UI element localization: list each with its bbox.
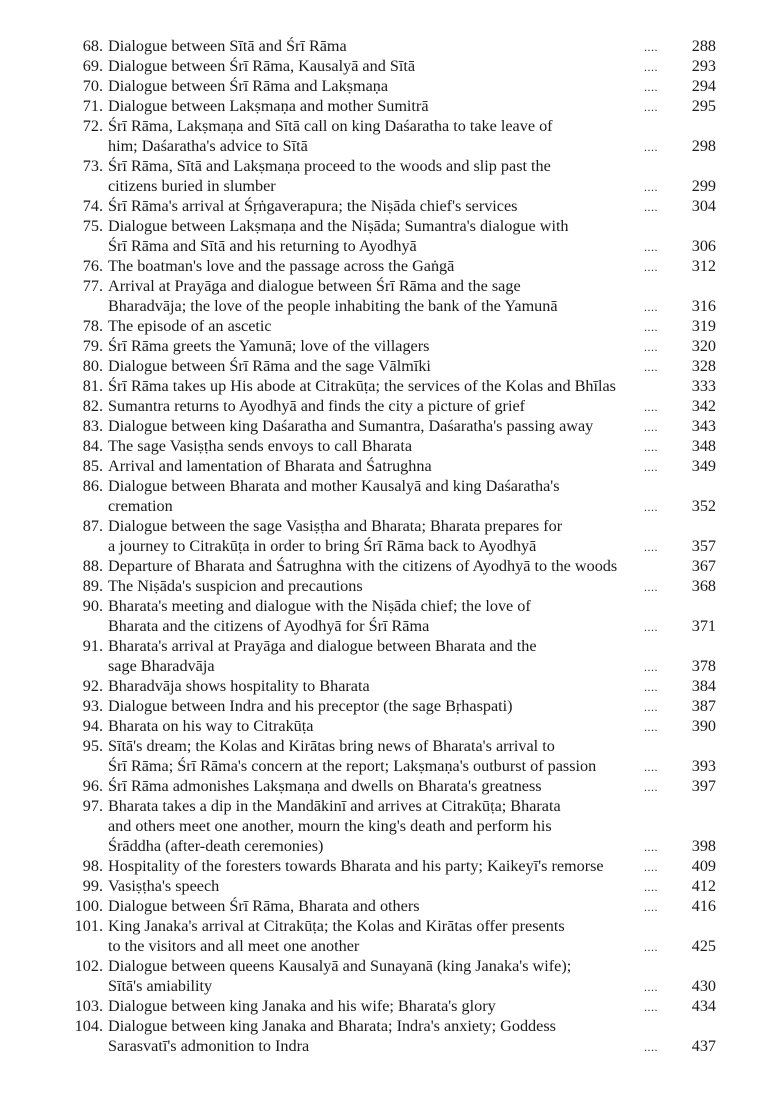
toc-entry: [66, 596, 716, 636]
page-number: 367: [691, 557, 716, 575]
toc-entry: [66, 416, 716, 436]
toc-entry: [66, 316, 716, 336]
toc-entry-line: [66, 656, 716, 676]
page-number: 434: [691, 997, 716, 1015]
dot-leader: ....: [644, 400, 658, 414]
toc-entry-line: [66, 596, 716, 616]
toc-entry-line: [66, 276, 716, 296]
toc-entry-line: [66, 296, 716, 316]
toc-entry-line: [66, 776, 716, 796]
toc-entry: [66, 96, 716, 116]
toc-entry-line: [66, 836, 716, 856]
dot-leader: ....: [644, 260, 658, 274]
entry-number: 103.: [74, 997, 103, 1015]
page-number: 409: [691, 857, 716, 875]
toc-entry-line: [66, 76, 716, 96]
entry-title: Dialogue between Śrī Rāma and the sage Vālmīki: [108, 357, 431, 375]
toc-entry-line: [66, 136, 716, 156]
entry-title: Bharata and the citizens of Ayodhyā for Śrī Rāma: [108, 617, 430, 635]
page-number: 398: [691, 837, 716, 855]
toc-entry-line: [66, 1016, 716, 1036]
entry-title: cremation: [108, 497, 173, 515]
toc-entry-line: [66, 856, 716, 876]
entry-title: citizens buried in slumber: [108, 177, 276, 195]
toc-entry-line: [66, 196, 716, 216]
toc-entry-line: [66, 236, 716, 256]
dot-leader: ....: [644, 60, 658, 74]
entry-number: 96.: [82, 777, 103, 795]
toc-entry-line: [66, 636, 716, 656]
dot-leader: ....: [644, 680, 658, 694]
toc-entry: [66, 36, 716, 56]
page-number: 384: [691, 677, 716, 695]
toc-entry: [66, 116, 716, 156]
toc-entry-line: [66, 416, 716, 436]
toc-entry-line: [66, 936, 716, 956]
dot-leader: ....: [644, 1040, 658, 1054]
entry-number: 77.: [82, 277, 103, 295]
dot-leader: ....: [644, 980, 658, 994]
toc-entry-line: [66, 976, 716, 996]
toc-entry-line: [66, 216, 716, 236]
entry-number: 73.: [82, 157, 103, 175]
entry-number: 92.: [82, 677, 103, 695]
entry-title: Bharadvāja; the love of the people inhabiting the bank of the Yamunā: [108, 297, 558, 315]
dot-leader: ....: [644, 660, 658, 674]
page-number: 316: [691, 297, 716, 315]
toc-entry: [66, 76, 716, 96]
entry-title: Hospitality of the foresters towards Bharata and his party; Kaikeyī's remorse: [108, 857, 604, 875]
entry-title: Śrī Rāma, Lakṣmaṇa and Sītā call on king Daśaratha to take leave of: [108, 117, 553, 135]
page-number: 393: [691, 757, 716, 775]
page-number: 328: [691, 357, 716, 375]
toc-entry: [66, 576, 716, 596]
entry-number: 95.: [82, 737, 103, 755]
toc-entry: [66, 436, 716, 456]
dot-leader: ....: [644, 40, 658, 54]
toc-entry: [66, 196, 716, 216]
entry-title: Arrival at Prayāga and dialogue between Śrī Rāma and the sage: [108, 277, 521, 295]
entry-title: Dialogue between king Janaka and his wife; Bharata's glory: [108, 997, 496, 1015]
toc-entry-line: [66, 436, 716, 456]
entry-title: Dialogue between Indra and his preceptor (the sage Bṛhaspati): [108, 697, 513, 715]
toc-entry-line: [66, 56, 716, 76]
entry-number: 89.: [82, 577, 103, 595]
toc-entry: [66, 156, 716, 196]
entry-number: 69.: [82, 57, 103, 75]
entry-title: Dialogue between queens Kausalyā and Sunayanā (king Janaka's wife);: [108, 957, 572, 975]
entry-title: Bharata takes a dip in the Mandākinī and arrives at Citrakūṭa; Bharata: [108, 797, 561, 815]
entry-number: 88.: [82, 557, 103, 575]
dot-leader: ....: [644, 700, 658, 714]
toc-entry-line: [66, 816, 716, 836]
page-number: 349: [691, 457, 716, 475]
page-number: 312: [691, 257, 716, 275]
dot-leader: ....: [644, 940, 658, 954]
toc-entry-line: [66, 496, 716, 516]
entry-number: 84.: [82, 437, 103, 455]
entry-number: 90.: [82, 597, 103, 615]
page-number: 352: [691, 497, 716, 515]
entry-title: and others meet one another, mourn the king's death and perform his: [108, 817, 552, 835]
dot-leader: ....: [644, 840, 658, 854]
page-number: 371: [691, 617, 716, 635]
entry-title: Bharata on his way to Citrakūṭa: [108, 717, 314, 735]
dot-leader: ....: [644, 180, 658, 194]
entry-title: Dialogue between Bharata and mother Kausalyā and king Daśaratha's: [108, 477, 560, 495]
entry-number: 83.: [82, 417, 103, 435]
entry-number: 100.: [74, 897, 103, 915]
dot-leader: ....: [644, 80, 658, 94]
page-number: 295: [691, 97, 716, 115]
entry-title: Dialogue between Śrī Rāma and Lakṣmaṇa: [108, 77, 389, 95]
entry-number: 85.: [82, 457, 103, 475]
toc-entry: [66, 716, 716, 736]
dot-leader: ....: [644, 880, 658, 894]
toc-entry-line: [66, 156, 716, 176]
entry-number: 102.: [74, 957, 103, 975]
entry-number: 97.: [82, 797, 103, 815]
toc-entry: [66, 916, 716, 956]
page-number: 425: [691, 937, 716, 955]
toc-entry-line: [66, 316, 716, 336]
dot-leader: ....: [644, 320, 658, 334]
toc-entry: [66, 356, 716, 376]
entry-title: King Janaka's arrival at Citrakūṭa; the Kolas and Kirātas offer presents: [108, 917, 565, 935]
page-number: 387: [691, 697, 716, 715]
dot-leader: ....: [644, 200, 658, 214]
entry-title: Dialogue between the sage Vasiṣṭha and Bharata; Bharata prepares for: [108, 517, 563, 535]
entry-number: 71.: [82, 97, 103, 115]
toc-entry: [66, 896, 716, 916]
toc-entry: [66, 216, 716, 256]
dot-leader: ....: [644, 100, 658, 114]
entry-title: Śrī Rāma; Śrī Rāma's concern at the report; Lakṣmaṇa's outburst of passion: [108, 757, 597, 775]
page-number: 319: [691, 317, 716, 335]
toc-entry: [66, 516, 716, 556]
entry-title: Śrī Rāma, Sītā and Lakṣmaṇa proceed to the woods and slip past the: [108, 157, 551, 175]
toc-entry: [66, 636, 716, 676]
toc-entry: [66, 476, 716, 516]
toc-entry-line: [66, 536, 716, 556]
entry-title: Dialogue between Śrī Rāma, Bharata and others: [108, 897, 420, 915]
toc-entry-line: [66, 696, 716, 716]
toc-entry-line: [66, 396, 716, 416]
toc-entry-line: [66, 456, 716, 476]
toc-entry-line: [66, 956, 716, 976]
page-number: 343: [691, 417, 716, 435]
toc-entry-line: [66, 376, 716, 396]
entry-title: Śrī Rāma takes up His abode at Citrakūṭa; the services of the Kolas and Bhīlas: [108, 377, 616, 395]
dot-leader: ....: [644, 540, 658, 554]
entry-number: 74.: [82, 197, 103, 215]
entry-number: 68.: [82, 37, 103, 55]
toc-entry-line: [66, 36, 716, 56]
dot-leader: ....: [644, 780, 658, 794]
entry-number: 87.: [82, 517, 103, 535]
entry-number: 82.: [82, 397, 103, 415]
dot-leader: ....: [644, 460, 658, 474]
entry-number: 80.: [82, 357, 103, 375]
page-number: 368: [691, 577, 716, 595]
entry-title: Dialogue between king Daśaratha and Sumantra, Daśaratha's passing away: [108, 417, 594, 435]
entry-number: 99.: [82, 877, 103, 895]
page-number: 342: [691, 397, 716, 415]
toc-entry: [66, 776, 716, 796]
entry-title: him; Daśaratha's advice to Sītā: [108, 137, 308, 155]
toc-entry-line: [66, 876, 716, 896]
dot-leader: ....: [644, 440, 658, 454]
toc-entry-line: [66, 336, 716, 356]
page-number: 378: [691, 657, 716, 675]
toc-entry: [66, 956, 716, 996]
entry-title: Sītā's dream; the Kolas and Kirātas bring news of Bharata's arrival to: [108, 737, 555, 755]
entry-title: Dialogue between king Janaka and Bharata; Indra's anxiety; Goddess: [108, 1017, 556, 1035]
entry-number: 94.: [82, 717, 103, 735]
toc-entry: [66, 396, 716, 416]
toc-entry: [66, 556, 716, 576]
toc-entry-line: [66, 796, 716, 816]
page-number: 348: [691, 437, 716, 455]
dot-leader: ....: [644, 1000, 658, 1014]
entry-title: The Niṣāda's suspicion and precautions: [108, 577, 363, 595]
entry-title: Bharata's arrival at Prayāga and dialogue between Bharata and the: [108, 637, 537, 655]
entry-title: Sarasvatī's admonition to Indra: [108, 1037, 310, 1055]
toc-entry-line: [66, 256, 716, 276]
page-number: 416: [691, 897, 716, 915]
entry-title: Bharadvāja shows hospitality to Bharata: [108, 677, 370, 695]
entry-title: to the visitors and all meet one another: [108, 937, 360, 955]
entry-title: Sumantra returns to Ayodhyā and finds the city a picture of grief: [108, 397, 526, 415]
dot-leader: ....: [644, 360, 658, 374]
entry-title: Dialogue between Lakṣmaṇa and the Niṣāda; Sumantra's dialogue with: [108, 217, 569, 235]
page-number: 299: [691, 177, 716, 195]
entry-title: Śrī Rāma and Sītā and his returning to Ayodhyā: [108, 237, 417, 255]
dot-leader: ....: [644, 760, 658, 774]
entry-title: Sītā's amiability: [108, 977, 213, 995]
toc-entry: [66, 676, 716, 696]
entry-title: Arrival and lamentation of Bharata and Śatrughna: [108, 457, 432, 475]
toc-entry-line: [66, 556, 716, 576]
entry-title: Śrī Rāma greets the Yamunā; love of the villagers: [108, 337, 430, 355]
entry-number: 79.: [82, 337, 103, 355]
toc-entry-line: [66, 176, 716, 196]
page-number: 390: [691, 717, 716, 735]
dot-leader: ....: [644, 420, 658, 434]
page-number: 293: [691, 57, 716, 75]
page-number: 397: [691, 777, 716, 795]
toc-entry-line: [66, 356, 716, 376]
page-number: 294: [691, 77, 716, 95]
entry-title: Śrāddha (after-death ceremonies): [108, 837, 324, 855]
toc-entry: [66, 456, 716, 476]
dot-leader: ....: [644, 860, 658, 874]
toc-entry-line: [66, 616, 716, 636]
entry-title: sage Bharadvāja: [108, 657, 215, 675]
toc-entry-line: [66, 716, 716, 736]
toc-entry: [66, 696, 716, 716]
toc-entry-line: [66, 476, 716, 496]
entry-number: 91.: [82, 637, 103, 655]
toc-entry: [66, 256, 716, 276]
page-number: 288: [691, 37, 716, 55]
entry-title: Bharata's meeting and dialogue with the Niṣāda chief; the love of: [108, 597, 531, 615]
toc-entry-line: [66, 996, 716, 1016]
page-number: 304: [691, 197, 716, 215]
entry-title: The sage Vasiṣṭha sends envoys to call Bharata: [108, 437, 413, 455]
entry-title: Departure of Bharata and Śatrughna with the citizens of Ayodhyā to the woods: [108, 557, 618, 575]
entry-title: Dialogue between Śrī Rāma, Kausalyā and Sītā: [108, 57, 416, 75]
toc-entry-line: [66, 896, 716, 916]
page-number: 298: [691, 137, 716, 155]
entry-number: 78.: [82, 317, 103, 335]
entry-title: Dialogue between Lakṣmaṇa and mother Sumitrā: [108, 97, 429, 115]
entry-title: Dialogue between Sītā and Śrī Rāma: [108, 37, 347, 55]
table-of-contents: [66, 36, 716, 1056]
dot-leader: ....: [644, 620, 658, 634]
toc-entry-line: [66, 96, 716, 116]
toc-entry-line: [66, 576, 716, 596]
toc-entry: [66, 336, 716, 356]
toc-entry-line: [66, 1036, 716, 1056]
dot-leader: ....: [644, 340, 658, 354]
dot-leader: ....: [644, 720, 658, 734]
dot-leader: ....: [644, 240, 658, 254]
toc-entry-line: [66, 116, 716, 136]
entry-title: a journey to Citrakūṭa in order to bring Śrī Rāma back to Ayodhyā: [108, 537, 537, 555]
entry-title: Śrī Rāma's arrival at Śṛṅgaverapura; the Niṣāda chief's services: [108, 197, 518, 215]
entry-title: Vasiṣṭha's speech: [108, 877, 220, 895]
dot-leader: ....: [644, 300, 658, 314]
entry-number: 75.: [82, 217, 103, 235]
toc-entry: [66, 876, 716, 896]
entry-title: The boatman's love and the passage across the Gaṅgā: [108, 257, 455, 275]
toc-entry-line: [66, 916, 716, 936]
dot-leader: ....: [644, 900, 658, 914]
toc-entry: [66, 1016, 716, 1056]
toc-entry-line: [66, 736, 716, 756]
dot-leader: ....: [644, 580, 658, 594]
entry-number: 98.: [82, 857, 103, 875]
entry-title: The episode of an ascetic: [108, 317, 272, 335]
page-number: 357: [691, 537, 716, 555]
entry-number: 101.: [74, 917, 103, 935]
page-number: 437: [691, 1037, 716, 1055]
toc-entry-line: [66, 756, 716, 776]
entry-number: 104.: [74, 1017, 103, 1035]
toc-entry-line: [66, 516, 716, 536]
toc-entry: [66, 56, 716, 76]
page-number: 430: [691, 977, 716, 995]
entry-number: 72.: [82, 117, 103, 135]
toc-entry-line: [66, 676, 716, 696]
entry-number: 93.: [82, 697, 103, 715]
dot-leader: ....: [644, 500, 658, 514]
entry-title: Śrī Rāma admonishes Lakṣmaṇa and dwells on Bharata's greatness: [108, 777, 542, 795]
page-number: 306: [691, 237, 716, 255]
entry-number: 81.: [82, 377, 103, 395]
entry-number: 76.: [82, 257, 103, 275]
toc-entry: [66, 996, 716, 1016]
dot-leader: ....: [644, 140, 658, 154]
entry-number: 86.: [82, 477, 103, 495]
toc-entry: [66, 276, 716, 316]
entry-number: 70.: [82, 77, 103, 95]
toc-entry: [66, 796, 716, 856]
page-number: 320: [691, 337, 716, 355]
page-number: 333: [691, 377, 716, 395]
toc-entry: [66, 856, 716, 876]
page-number: 412: [691, 877, 716, 895]
toc-entry: [66, 376, 716, 396]
toc-entry: [66, 736, 716, 776]
